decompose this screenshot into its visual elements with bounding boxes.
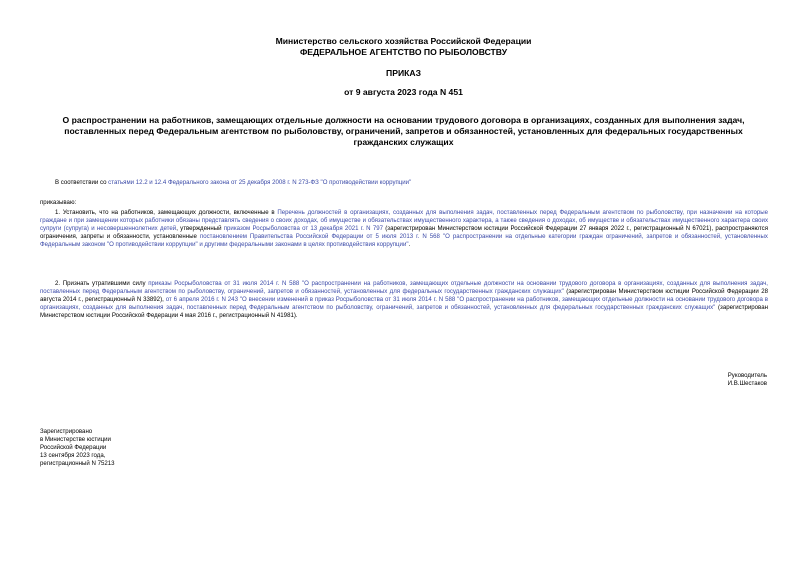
- order-word: приказываю:: [40, 199, 77, 206]
- registration-block: [40, 428, 115, 468]
- p2-text-b: (зарегистрирован Министерством юстиции Российской Федерации 28 августа 2014 г., регистрационный N 33892),: [40, 288, 768, 304]
- p1-text-d: .: [408, 241, 411, 249]
- p2-link-order-588[interactable]: приказы Росрыболовства от 31 июля 2014 г. N 588 "О распространении на работников, замещающих отдельные должности на основании трудового договора в организациях, созданных для выполнения задач, поставленных перед Федеральным агентством по рыболовству, ограничений, запретов и обязанностей, установленных для федеральных государственных гражданских служащих": [40, 280, 768, 296]
- registration-line: регистрационный N 75213: [40, 460, 115, 468]
- legal-basis-paragraph: [55, 179, 775, 187]
- p2-link-order-243[interactable]: от 6 апреля 2016 г. N 243 "О внесении изменений в приказ Росрыболовства от 31 июля 2014 г. N 588 "О распространении на работников, замещающих отдельные должности на основании трудового договора в организациях, созданных для выполнения задач, поставленных перед Федеральным агентством по рыболовству, ограничений, запретов и обязанностей, установленных для федеральных государственных гражданских служащих": [40, 296, 768, 312]
- legal-basis-link[interactable]: статьями 12.2 и 12.4 Федерального закона от 25 декабря 2008 г. N 273-ФЗ "О противодействии коррупции": [108, 179, 412, 186]
- document-type: ПРИКАЗ: [386, 68, 421, 78]
- registration-line: Российской Федерации: [40, 444, 107, 452]
- p1-text-c: (зарегистрирован Министерством юстиции Российской Федерации 27 января 2022 г., регистрационный N 67021), распространяются ограничения, запреты и обязанности, установленные: [40, 225, 769, 241]
- signature-block: [728, 372, 767, 388]
- p1-link-list[interactable]: Перечень должностей в организациях, созданных для выполнения задач, поставленных перед Федеральным агентством по рыболовству, при назначении на которые граждане и при замещении которых работники обязаны представлять сведения о своих доходах, об имуществе и обязательствах имущественного характера, а также сведения о доходах, об имуществе и обязательствах имущественного характера своих супруги (супруга) и несовершеннолетних детей: [40, 209, 768, 233]
- document-date-number: от 9 августа 2023 года N 451: [344, 87, 463, 97]
- paragraph-2: [40, 280, 768, 320]
- p1-link-order[interactable]: приказом Росрыболовства от 13 декабря 2021 г. N 797: [223, 225, 384, 233]
- p1-text-a: 1. Установить, что на работников, замещающих должности, включенные в: [55, 209, 278, 216]
- registration-line: в Министерстве юстиции: [40, 436, 111, 444]
- signature-name: И.В.Шестаков: [727, 380, 767, 388]
- p2-text-a: 2. Признать утратившими силу: [55, 280, 149, 287]
- document-title: О распространении на работников, замещающих отдельные должности на основании трудового договора в организациях, созданных для выполнения задач, поставленных перед Федеральным агентством по рыболовству, ограничений, запретов и обязанностей, установленных для федеральных государственных гражданских служащих: [62, 115, 745, 147]
- registration-line: 13 сентября 2023 года,: [40, 452, 106, 460]
- ministry-name: Министерство сельского хозяйства Российской Федерации: [275, 36, 532, 46]
- agency-name: ФЕДЕРАЛЬНОЕ АГЕНТСТВО ПО РЫБОЛОВСТВУ: [299, 47, 508, 57]
- p1-link-resolution[interactable]: постановлением Правительства Российской Федерации от 5 июля 2013 г. N 568 "О распространении на отдельные категории граждан ограничений, запретов и обязанностей, установленных Федеральным законом "О противодействии коррупции" и другими федеральными законами в целях противодействия коррупции": [40, 233, 768, 249]
- paragraph-1: [40, 209, 768, 249]
- signature-position: Руководитель: [727, 372, 767, 379]
- p2-text-c: (зарегистрирован Министерством юстиции Российской Федерации 4 мая 2016 г., регистрационный N 41981).: [40, 304, 768, 320]
- legal-basis-prefix: В соответствии со: [55, 179, 109, 186]
- registration-line: Зарегистрировано: [40, 428, 93, 435]
- p1-text-b: , утвержденный: [176, 225, 224, 233]
